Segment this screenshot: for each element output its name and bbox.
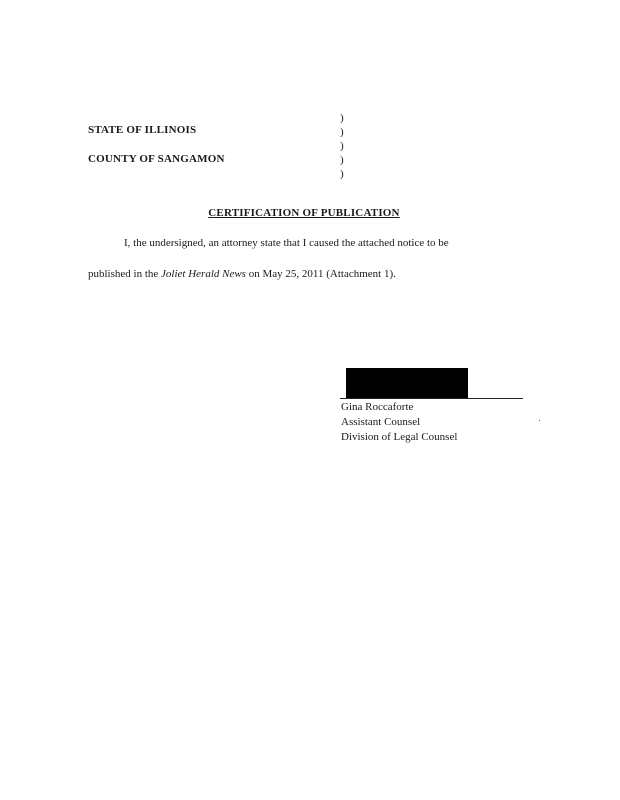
certification-line-1: I, the undersigned, an attorney state that I caused the attached notice to be <box>124 237 449 249</box>
signature-line <box>340 398 523 399</box>
signer-division: Division of Legal Counsel <box>341 431 458 443</box>
signer-title: Assistant Counsel <box>341 416 421 428</box>
certification-line-2 <box>88 268 396 280</box>
certification-text: on May 25, 2011 (Attachment 1). <box>245 268 396 280</box>
scan-speck <box>539 420 540 421</box>
caption-state: STATE OF ILLINOIS <box>88 124 197 136</box>
certification-text: published in the <box>88 268 162 280</box>
caption-paren: ) <box>340 154 344 166</box>
caption-county: COUNTY OF SANGAMON <box>88 153 225 165</box>
redacted-signature <box>346 368 468 399</box>
caption-paren: ) <box>340 140 344 152</box>
publication-name: Joliet Herald News <box>161 268 246 280</box>
caption-paren: ) <box>340 112 344 124</box>
caption-paren: ) <box>340 168 344 180</box>
caption-paren: ) <box>340 126 344 138</box>
signer-name: Gina Roccaforte <box>341 401 414 413</box>
document-heading: CERTIFICATION OF PUBLICATION <box>208 207 400 219</box>
